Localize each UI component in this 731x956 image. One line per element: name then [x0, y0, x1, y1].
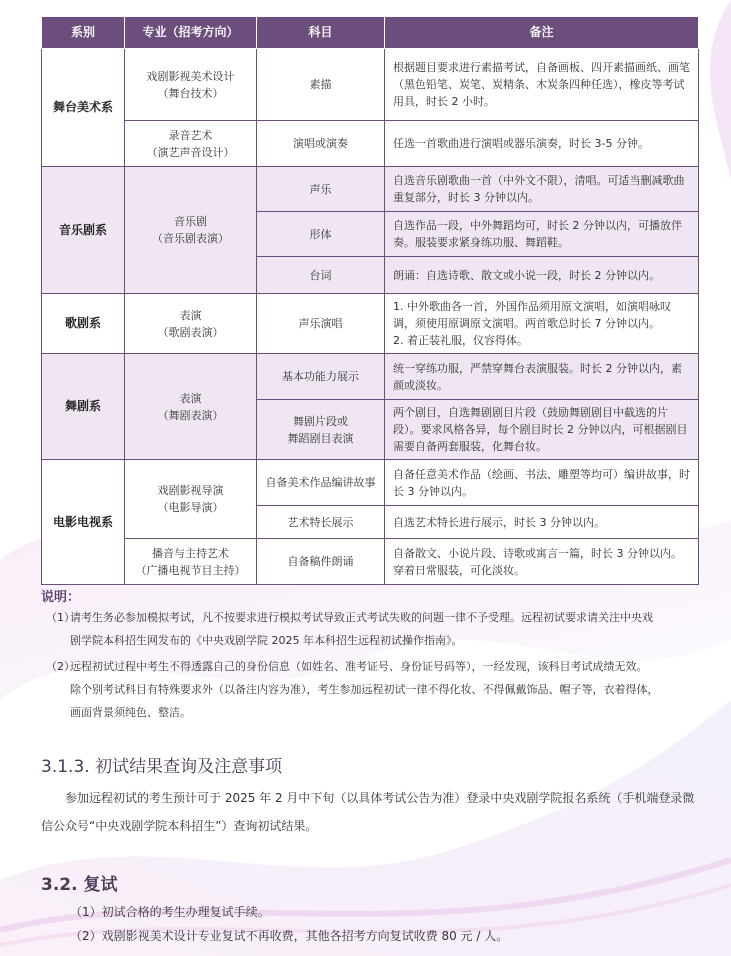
major-cell: 表演 （舞剧表演）: [125, 354, 257, 460]
note-item: （1） 请考生务必参加模拟考试，凡不按要求进行模拟考试导致正式考试失败的问题一律不予受理。远程初试要求请关注中央戏 剧学院本科招生网发布的《中央戏剧学院 2025 年本科招生远程初试操作指南》。: [46, 611, 653, 647]
subject-cell: 形体: [257, 212, 385, 257]
note-cell: 自选作品一段，中外舞蹈均可，时长 2 分钟以内，可播放伴奏。服装要求紧身练功服、舞蹈鞋。: [385, 212, 699, 257]
subject-cell: 声乐演唱: [257, 294, 385, 354]
subject-cell: 演唱或演奏: [257, 121, 385, 167]
major-cell: 音乐剧 （音乐剧表演）: [125, 167, 257, 294]
table-row: [42, 121, 699, 167]
section-313-paragraph: 参加远程初试的考生预计可于 2025 年 2 月中下旬（以具体考试公告为准）登录中央戏剧学院报名系统（手机端登录微信公众号“中央戏剧学院本科招生”）查询初试结果。: [41, 791, 695, 833]
major-cell: 戏剧影视美术设计 （舞台技术）: [125, 49, 257, 121]
department-opera: 歌剧系: [42, 294, 125, 354]
exam-subjects-table: [41, 16, 699, 585]
section-heading-313: 3.1.3. 初试结果查询及注意事项: [41, 757, 283, 777]
note-cell: 根据题目要求进行素描考试，自备画板、四开素描画纸、画笔（黑色铅笔、炭笔、炭精条、木炭条四种任选），橡皮等考试用具，时长 2 小时。: [385, 49, 699, 121]
department-film-tv: 电影电视系: [42, 460, 125, 585]
table-row: [42, 460, 699, 506]
note-cell: 自备散文、小说片段、诗歌或寓言一篇，时长 3 分钟以内。穿着日常服装，可化淡妆。: [385, 539, 699, 585]
department-stage-design: 舞台美术系: [42, 49, 125, 167]
header-major: 专业（招考方向）: [125, 17, 257, 49]
subject-cell: 基本功能力展示: [257, 354, 385, 400]
table-header-row: [42, 17, 699, 49]
major-cell: 录音艺术 （演艺声音设计）: [125, 121, 257, 167]
note-cell: 自选艺术特长进行展示，时长 3 分钟以内。: [385, 506, 699, 539]
notes-title: 说明：: [41, 590, 81, 605]
note-cell: 任选一首歌曲进行演唱或器乐演奏，时长 3-5 分钟。: [385, 121, 699, 167]
header-subject: 科目: [257, 17, 385, 49]
table-row: [42, 49, 699, 121]
note-item: （2） 远程初试过程中考生不得透露自己的身份信息（如姓名、准考证号、身份证号码等），一经发现，该科目考试成绩无效。 除个别考试科目有特殊要求外（以备注内容为准），考生参加远程初试一律不得化妆、不得佩戴饰品、帽子等，衣着得体， 画面背景须纯色、整洁。: [46, 660, 659, 719]
note-cell: 朗诵：自选诗歌、散文或小说一段，时长 2 分钟以内。: [385, 257, 699, 294]
note-cell: 1. 中外歌曲各一首，外国作品须用原文演唱，如演唱咏叹调，须使用原调原文演唱。两首歌总时长 7 分钟以内。 2. 着正装礼服，仪容得体。: [385, 294, 699, 354]
list-item: （2）戏剧影视美术设计专业复试不再收费，其他各招考方向复试收费 80 元 / 人。: [70, 929, 509, 943]
subject-cell: 声乐: [257, 167, 385, 212]
subject-cell: 舞剧片段或 舞蹈剧目表演: [257, 400, 385, 460]
department-dance-drama: 舞剧系: [42, 354, 125, 460]
subject-cell: 台词: [257, 257, 385, 294]
note-cell: 统一穿练功服，严禁穿舞台表演服装。时长 2 分钟以内，素颜或淡妆。: [385, 354, 699, 400]
section-heading-32: 3.2. 复试: [41, 875, 118, 895]
major-cell: 戏剧影视导演 （电影导演）: [125, 460, 257, 539]
table-row: [42, 539, 699, 585]
note-cell: 自备任意美术作品（绘画、书法、雕塑等均可）编讲故事，时长 3 分钟以内。: [385, 460, 699, 506]
table-row: [42, 354, 699, 400]
note-cell: 自选音乐剧歌曲一首（中外文不限），清唱。可适当删减歌曲重复部分，时长 3 分钟以内。: [385, 167, 699, 212]
table-row: [42, 167, 699, 212]
note-cell: 两个剧目，自选舞剧剧目片段（鼓励舞剧剧目中截选的片段）。要求风格各异，每个剧目时长 2 分钟以内，可根据剧目需要自备两套服装，化舞台妆。: [385, 400, 699, 460]
table-row: [42, 294, 699, 354]
major-cell: 表演 （歌剧表演）: [125, 294, 257, 354]
department-musical: 音乐剧系: [42, 167, 125, 294]
subject-cell: 自备美术作品编讲故事: [257, 460, 385, 506]
header-department: 系别: [42, 17, 125, 49]
subject-cell: 素描: [257, 49, 385, 121]
subject-cell: 自备稿件朗诵: [257, 539, 385, 585]
header-notes: 备注: [385, 17, 699, 49]
major-cell: 播音与主持艺术 （广播电视节目主持）: [125, 539, 257, 585]
list-item: （1）初试合格的考生办理复试手续。: [70, 905, 270, 919]
subject-cell: 艺术特长展示: [257, 506, 385, 539]
